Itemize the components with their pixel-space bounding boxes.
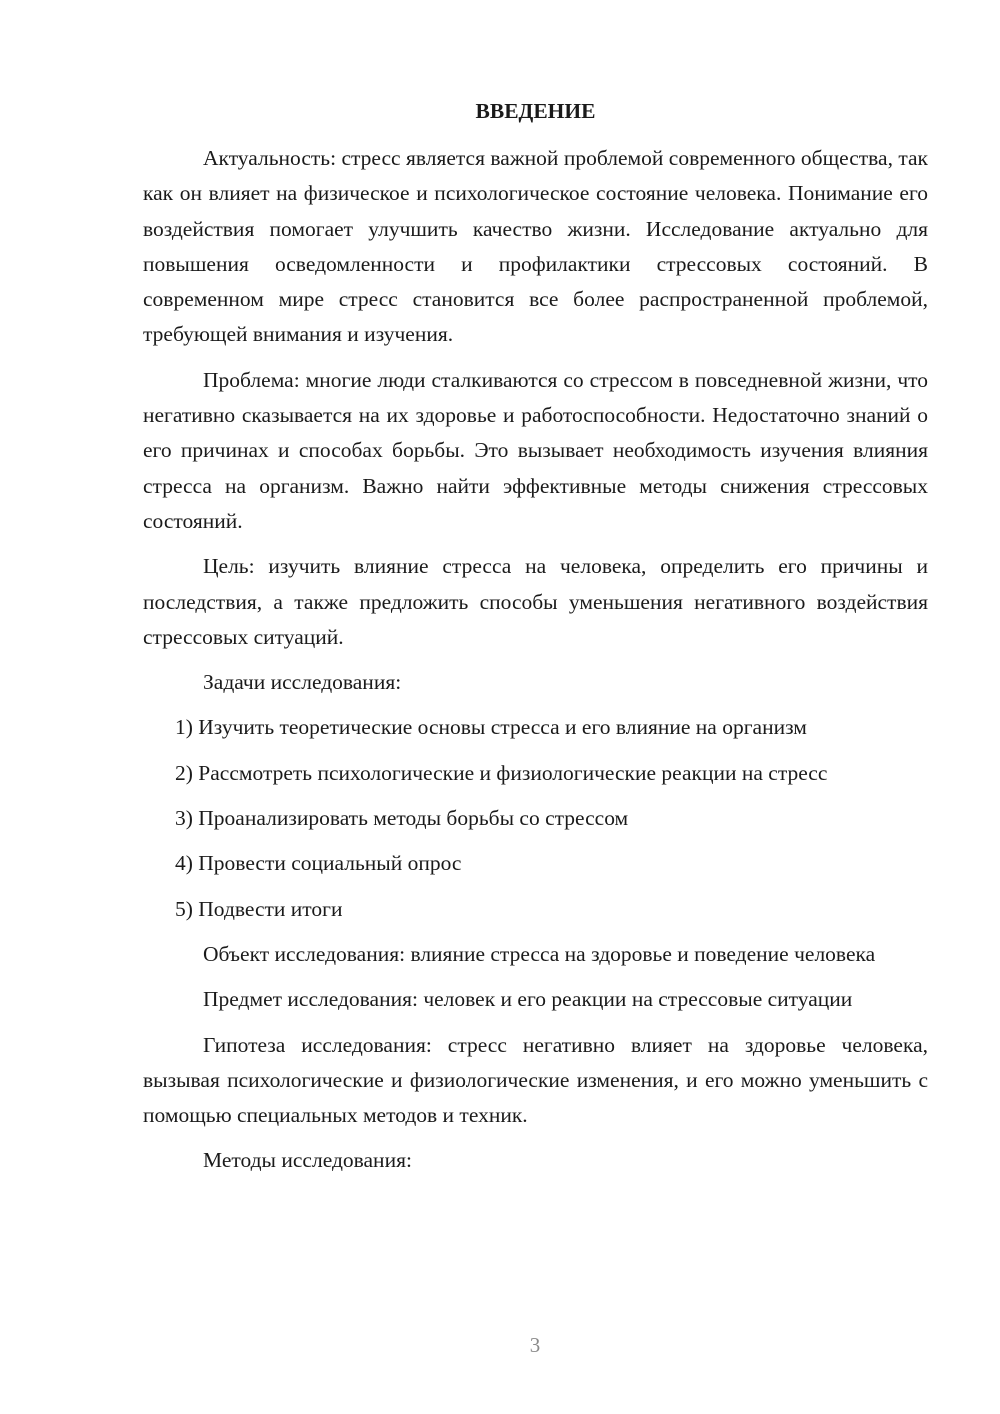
task-item: 1) Изучить теоретические основы стресса и его влияние на организм — [175, 715, 807, 740]
page-number: 3 — [529, 1333, 541, 1357]
paragraph-subject: Предмет исследования: человек и его реакции на стрессовые ситуации — [203, 987, 853, 1012]
task-item: 4) Провести социальный опрос — [175, 851, 462, 876]
paragraph-relevance: Актуальность: стресс является важной проблемой современного общества, так как он влияет на физическое и психологическое состояние человека. Понимание его воздействия помогает улучшить качество жизни. Исследование актуально для повышения осведомленности и профилактики стрессовых состояний. В современном мире стресс становится все более распространенной проблемой, требующей внимания и изучения. — [143, 146, 928, 347]
paragraph-object: Объект исследования: влияние стресса на здоровье и поведение человека — [203, 941, 876, 966]
paragraph-tasks-heading: Задачи исследования: — [203, 670, 402, 695]
task-item: 5) Подвести итоги — [175, 896, 343, 921]
task-item: 2) Рассмотреть психологические и физиологические реакции на стресс — [175, 760, 828, 785]
paragraph-problem: Проблема: многие люди сталкиваются со стрессом в повседневной жизни, что негативно сказывается на их здоровье и работоспособности. Недостаточно знаний о его причинах и способах борьбы. Это вызывает необходимость изучения влияния стресса на организм. Важно найти эффективные методы снижения стрессовых состояний. — [143, 367, 928, 533]
document-body — [143, 95, 928, 1179]
section-title: ВВЕДЕНИЕ — [475, 99, 596, 123]
paragraph-hypothesis: Гипотеза исследования: стресс негативно влияет на здоровье человека, вызывая психологические и физиологические изменения, и его можно уменьшить с помощью специальных методов и техник. — [143, 1032, 928, 1128]
paragraph-methods: Методы исследования: — [203, 1148, 412, 1173]
paragraph-goal: Цель: изучить влияние стресса на человека, определить его причины и последствия, а также предложить способы уменьшения негативного воздействия стрессовых ситуаций. — [143, 554, 928, 649]
task-item: 3) Проанализировать методы борьбы со стрессом — [175, 806, 629, 831]
